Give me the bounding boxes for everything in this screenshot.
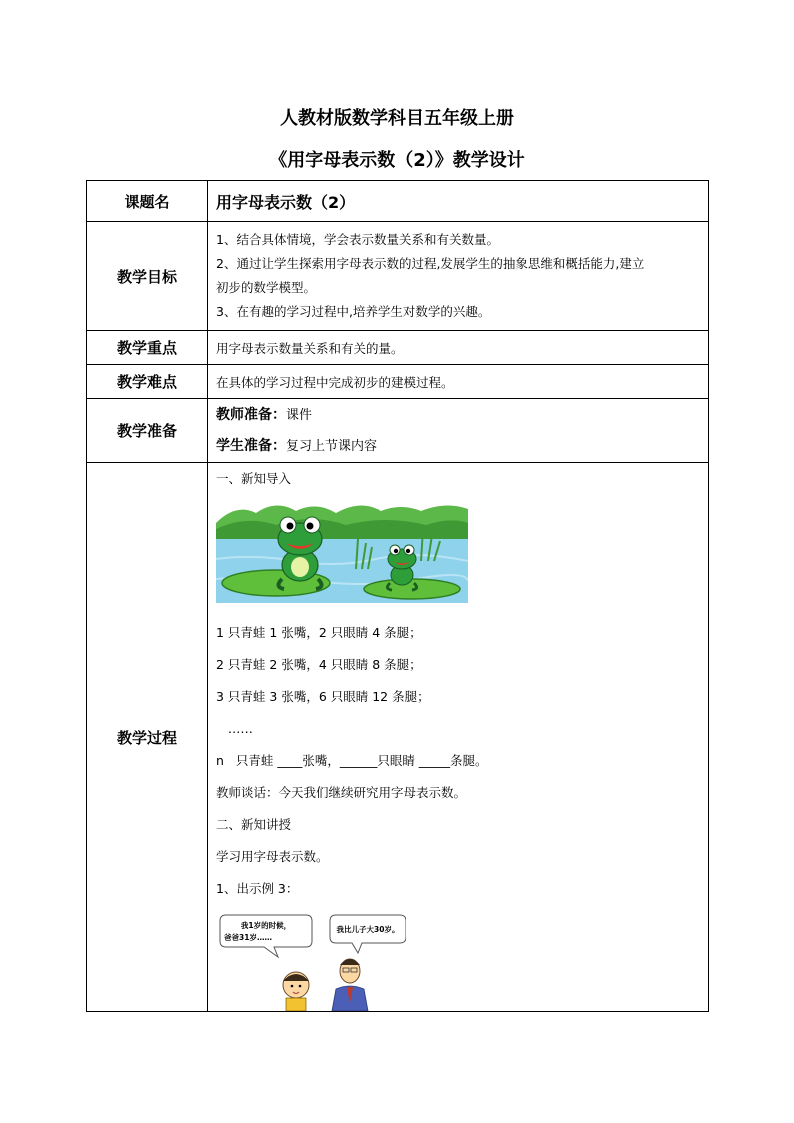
label-preparation: 教学准备 xyxy=(87,399,208,463)
student-prep xyxy=(216,431,700,462)
student-prep-value: 复习上节课内容 xyxy=(286,438,378,454)
bubble-father: 我比儿子大30岁。 xyxy=(336,925,400,934)
goal-item: 初步的数学模型。 xyxy=(216,280,317,295)
row-process xyxy=(87,463,709,1012)
row-preparation xyxy=(87,399,709,463)
frog-line-ellipsis: …… xyxy=(216,721,253,736)
doc-title-lesson: 《用字母表示数（2）》教学设计 xyxy=(269,150,525,171)
teacher-talk: 教师谈话：今天我们继续研究用字母表示数。 xyxy=(216,785,467,800)
value-preparation xyxy=(208,399,709,463)
label-process: 教学过程 xyxy=(87,463,208,1012)
bubble-child-line2: 爸爸31岁…… xyxy=(224,933,272,942)
goal-item: 3、在有趣的学习过程中,培养学生对数学的兴趣。 xyxy=(216,304,491,319)
row-difficulty xyxy=(87,365,709,399)
lesson-plan-table xyxy=(86,180,709,1012)
label-key-points: 教学重点 xyxy=(87,331,208,365)
frog-line-question: n 只青蛙 ____张嘴，______只眼睛 _____条腿。 xyxy=(216,753,488,768)
goal-item: 2、通过让学生探索用字母表示数的过程,发展学生的抽象思维和概括能力,建立 xyxy=(216,256,645,271)
row-key-points xyxy=(87,331,709,365)
teacher-prep-label: 教师准备： xyxy=(216,406,286,423)
value-difficulty: 在具体的学习过程中完成初步的建模过程。 xyxy=(208,365,709,399)
section-heading-new: 二、新知讲授 xyxy=(216,817,292,832)
frog-line: 1 只青蛙 1 张嘴，2 只眼睛 4 条腿； xyxy=(216,625,422,640)
frog-line: 3 只青蛙 3 张嘴，6 只眼睛 12 条腿； xyxy=(216,689,430,704)
frog-line: 2 只青蛙 2 张嘴，4 只眼睛 8 条腿； xyxy=(216,657,422,672)
bubble-child-line1: 我1岁的时候， xyxy=(240,921,292,930)
section-heading-intro: 一、新知导入 xyxy=(216,471,292,486)
label-topic: 课题名 xyxy=(87,181,208,222)
study-line: 学习用字母表示数。 xyxy=(216,849,329,864)
value-goals xyxy=(208,222,709,331)
frog-pond-illustration xyxy=(216,499,468,603)
goal-item: 1、结合具体情境，学会表示数量关系和有关数量。 xyxy=(216,232,499,247)
teacher-prep xyxy=(216,400,700,431)
value-process xyxy=(208,463,709,1012)
student-prep-label: 学生准备： xyxy=(216,437,286,454)
row-topic xyxy=(87,181,709,222)
doc-title-subject: 人教材版数学科目五年级上册 xyxy=(280,108,514,129)
value-key-points: 用字母表示数量关系和有关的量。 xyxy=(208,331,709,365)
label-goals: 教学目标 xyxy=(87,222,208,331)
father-son-illustration xyxy=(216,911,406,1011)
example-line: 1、出示例 3： xyxy=(216,881,299,896)
teacher-prep-value: 课件 xyxy=(286,407,313,423)
label-difficulty: 教学难点 xyxy=(87,365,208,399)
value-topic: 用字母表示数（2） xyxy=(208,181,709,222)
row-goals xyxy=(87,222,709,331)
